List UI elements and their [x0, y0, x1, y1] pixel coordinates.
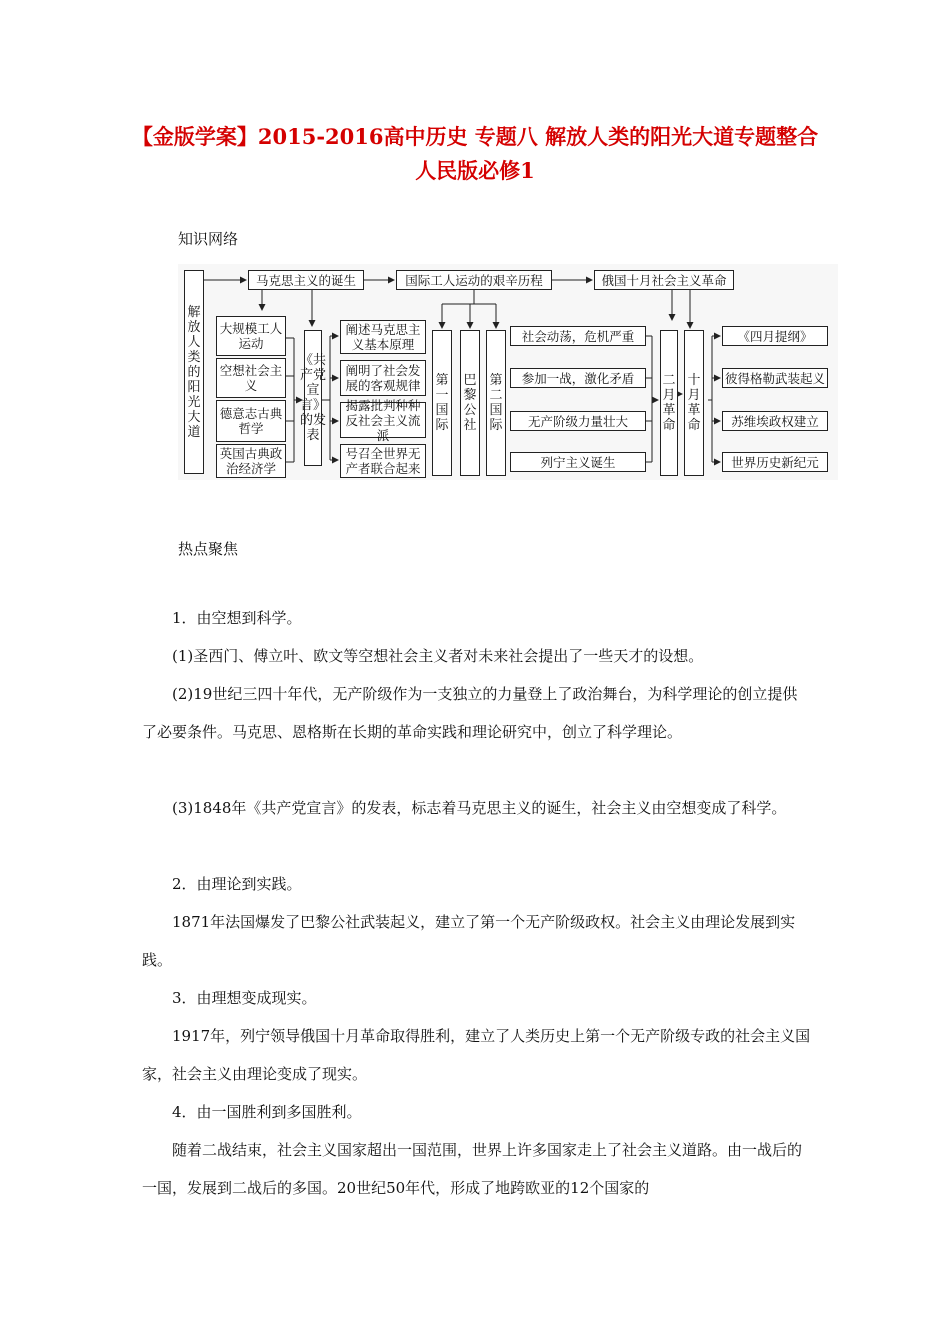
paragraph: 4．由一国胜利到多国胜利。: [172, 1103, 362, 1121]
paragraph: 1．由空想到科学。: [172, 609, 302, 627]
knowledge-network-diagram: [178, 264, 838, 480]
node-condition-leninism: 列宁主义诞生: [510, 452, 646, 472]
node-manifesto: 《共产党宣言》的发表: [304, 330, 322, 466]
diagram-root: 解放人类的阳光大道: [184, 270, 204, 474]
node-condition-war: 参加一战，激化矛盾: [510, 368, 646, 388]
section-heading-hot-focus: 热点聚焦: [178, 540, 239, 558]
node-condition-proletariat: 无产阶级力量壮大: [510, 411, 646, 431]
node-result-april-theses: 《四月提纲》: [722, 326, 828, 346]
node-february-revolution: 二月革命: [660, 330, 678, 476]
node-background-philosophy: 德意志古典哲学: [216, 400, 286, 442]
paragraph: 2．由理论到实践。: [172, 875, 302, 893]
node-condition-crisis: 社会动荡，危机严重: [510, 326, 646, 346]
node-result-petrograd: 彼得格勒武装起义: [722, 368, 828, 388]
section-heading-knowledge-network: 知识网络: [178, 230, 239, 248]
paragraph: (1)圣西门、傅立叶、欧文等空想社会主义者对未来社会提出了一些天才的设想。: [172, 647, 704, 665]
paragraph: 3．由理想变成现实。: [172, 989, 317, 1007]
node-marxism-birth: 马克思主义的诞生: [248, 270, 364, 290]
node-content-critique: 揭露批判种种反社会主义流派: [340, 402, 426, 438]
node-background-economics: 英国古典政治经济学: [216, 444, 286, 478]
node-october-revolution-col: 十月革命: [684, 330, 704, 476]
node-content-unite: 号召全世界无产者联合起来: [340, 444, 426, 478]
paragraph: (2)19世纪三四十年代，无产阶级作为一支独立的力量登上了政治舞台，为科学理论的创立提供了必要条件。马克思、恩格斯在长期的革命实践和理论研究中，创立了科学理论。: [142, 685, 798, 741]
node-content-laws: 阐明了社会发展的客观规律: [340, 360, 426, 396]
node-result-soviet: 苏维埃政权建立: [722, 411, 828, 431]
node-second-international: 第二国际: [486, 330, 506, 476]
node-background-labor: 大规模工人运动: [216, 316, 286, 356]
node-paris-commune: 巴黎公社: [460, 330, 480, 476]
node-labor-movement: 国际工人运动的艰辛历程: [396, 270, 552, 290]
paragraph: (3)1848年《共产党宣言》的发表，标志着马克思主义的诞生，社会主义由空想变成了科学。: [172, 799, 787, 817]
page-title: 【金版学案】2015-2016高中历史 专题八 解放人类的阳光大道专题整合 人民版必修1: [131, 124, 819, 183]
node-first-international: 第一国际: [432, 330, 452, 476]
paragraph: 1871年法国爆发了巴黎公社武装起义，建立了第一个无产阶级政权。社会主义由理论发展到实践。: [142, 913, 796, 969]
node-october-revolution: 俄国十月社会主义革命: [594, 270, 734, 290]
paragraph: 1917年，列宁领导俄国十月革命取得胜利，建立了人类历史上第一个无产阶级专政的社会主义国家，社会主义由理论变成了现实。: [142, 1027, 811, 1083]
node-result-new-era: 世界历史新纪元: [722, 452, 828, 472]
node-content-principles: 阐述马克思主义基本原理: [340, 320, 426, 354]
paragraph: 随着二战结束，社会主义国家超出一国范围，世界上许多国家走上了社会主义道路。由一战后的一国，发展到二战后的多国。20世纪50年代，形成了地跨欧亚的12个国家的: [142, 1141, 803, 1197]
node-background-utopian: 空想社会主义: [216, 358, 286, 398]
